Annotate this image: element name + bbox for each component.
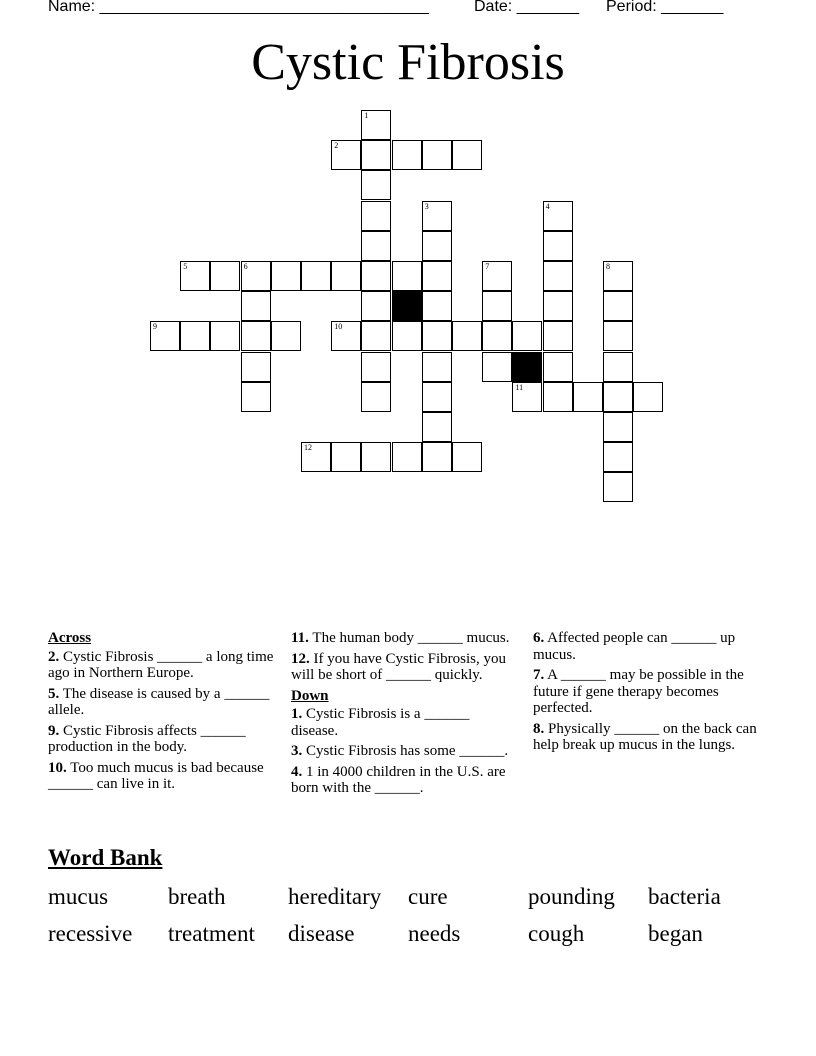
- page-title: Cystic Fibrosis: [251, 34, 565, 91]
- worksheet-header: [48, 0, 748, 20]
- crossword-cell[interactable]: [361, 140, 391, 170]
- clue-number-label: 4.: [291, 763, 303, 780]
- crossword-cell[interactable]: [241, 291, 271, 321]
- crossword-cell[interactable]: [543, 352, 573, 382]
- crossword-cell[interactable]: [543, 201, 573, 231]
- crossword-cell[interactable]: [361, 442, 391, 472]
- crossword-cell[interactable]: [392, 442, 422, 472]
- crossword-cell[interactable]: [482, 291, 512, 321]
- word-bank-word: recessive: [48, 921, 133, 946]
- crossword-cell[interactable]: [150, 321, 180, 351]
- clue-number-label: 9.: [48, 722, 60, 739]
- crossword-cell[interactable]: [361, 231, 391, 261]
- clue-text: If you have Cystic Fibrosis, you will be short of ______ quickly.: [291, 650, 506, 683]
- clue-text: The human body ______ mucus.: [308, 630, 510, 646]
- crossword-cell[interactable]: [180, 261, 210, 291]
- clue-text: Physically ______ on the back can help break up mucus in the lungs.: [533, 720, 757, 753]
- clue-section-heading: Across: [48, 630, 92, 646]
- clue-text: Cystic Fibrosis has some ______.: [302, 743, 509, 759]
- clue-number-label: 10.: [48, 759, 67, 776]
- crossword-cell[interactable]: [543, 382, 573, 412]
- crossword-black-cell: [512, 352, 542, 382]
- word-bank-word: treatment: [168, 921, 255, 946]
- crossword-cell[interactable]: [392, 261, 422, 291]
- clue-item: [291, 743, 516, 760]
- clue-number: 4: [545, 201, 550, 211]
- clue-number-label: 5.: [48, 685, 60, 702]
- word-bank-word: began: [648, 921, 703, 946]
- crossword-cell[interactable]: [603, 472, 633, 502]
- crossword-cell[interactable]: [422, 291, 452, 321]
- crossword-cell[interactable]: [331, 261, 361, 291]
- clue-number: 6: [243, 262, 248, 271]
- clues-column-2: [291, 630, 516, 801]
- crossword-cell[interactable]: [301, 261, 331, 291]
- clue-section-heading: Down: [291, 687, 329, 704]
- crossword-cell[interactable]: [422, 442, 452, 472]
- crossword-cell[interactable]: [603, 382, 633, 412]
- clue-number: 10: [334, 322, 343, 332]
- clue-item: [291, 764, 516, 797]
- crossword-cell[interactable]: [271, 321, 301, 351]
- clue-number: 7: [485, 262, 490, 271]
- word-bank-word: pounding: [528, 884, 615, 909]
- crossword-cell[interactable]: [361, 321, 391, 351]
- crossword-cell[interactable]: [482, 352, 512, 382]
- crossword-cell[interactable]: [573, 382, 603, 412]
- crossword-cell[interactable]: [482, 321, 512, 351]
- clue-number: 8: [606, 262, 610, 271]
- clue-number-label: 12.: [291, 650, 310, 667]
- crossword-cell[interactable]: [512, 321, 542, 351]
- word-bank-title: Word Bank: [48, 845, 163, 870]
- crossword-cell[interactable]: [603, 352, 633, 382]
- clue-item: [533, 630, 763, 663]
- crossword-cell[interactable]: [422, 140, 452, 170]
- clue-number: 1: [364, 111, 369, 120]
- crossword-cell[interactable]: [392, 321, 422, 351]
- crossword-cell[interactable]: [331, 321, 361, 351]
- word-bank-word: disease: [288, 921, 355, 946]
- word-bank-word: hereditary: [288, 884, 382, 909]
- crossword-cell[interactable]: [482, 261, 512, 291]
- clue-item: [533, 721, 763, 754]
- crossword-cell[interactable]: [210, 321, 240, 351]
- crossword-cell[interactable]: [361, 261, 391, 291]
- crossword-cell[interactable]: [331, 140, 361, 170]
- crossword-cell[interactable]: [603, 261, 633, 291]
- word-bank-word: mucus: [48, 884, 109, 909]
- crossword-cell[interactable]: [603, 321, 633, 351]
- crossword-cell[interactable]: [271, 261, 301, 291]
- clue-number-label: 3.: [291, 743, 303, 759]
- word-bank-word: needs: [408, 921, 461, 946]
- crossword-cell[interactable]: [361, 291, 391, 321]
- crossword-cell[interactable]: [633, 382, 663, 412]
- crossword-cell[interactable]: [512, 382, 542, 412]
- clue-number: 12: [304, 443, 312, 453]
- clue-text: Cystic Fibrosis affects ______ production in the body.: [48, 722, 246, 755]
- crossword-cell[interactable]: [543, 321, 573, 351]
- clue-number: 5: [183, 262, 188, 271]
- word-bank-word: cure: [408, 884, 448, 909]
- clue-number: 11: [515, 382, 524, 392]
- crossword-cell[interactable]: [543, 291, 573, 321]
- clue-item: [291, 706, 516, 739]
- clue-number-label: 7.: [533, 667, 545, 683]
- clue-text: 1 in 4000 children in the U.S. are born with the ______.: [291, 763, 506, 796]
- clue-item: [48, 760, 278, 793]
- clue-item: [48, 649, 278, 682]
- crossword-cell[interactable]: [452, 140, 482, 170]
- crossword-cell[interactable]: [543, 261, 573, 291]
- crossword-cell[interactable]: [241, 261, 271, 291]
- crossword-cell[interactable]: [180, 321, 210, 351]
- name-field-label: Name: _____________________________________: [48, 0, 429, 15]
- word-bank-word: breath: [168, 884, 226, 909]
- crossword-cell[interactable]: [452, 321, 482, 351]
- word-bank-word: bacteria: [648, 884, 721, 909]
- crossword-cell[interactable]: [422, 321, 452, 351]
- crossword-cell[interactable]: [361, 382, 391, 412]
- clue-number-label: 8.: [533, 720, 545, 737]
- crossword-cell[interactable]: [422, 382, 452, 412]
- crossword-cell[interactable]: [301, 442, 331, 472]
- clue-number: 3: [424, 201, 429, 211]
- crossword-cell[interactable]: [361, 110, 391, 140]
- word-bank-word: cough: [528, 921, 585, 946]
- crossword-cell[interactable]: [241, 321, 271, 351]
- crossword-cell[interactable]: [361, 170, 391, 200]
- crossword-cell[interactable]: [452, 442, 482, 472]
- clue-text: A ______ may be possible in the future if gene therapy becomes perfected.: [533, 667, 744, 716]
- clues-column-3: [533, 630, 763, 758]
- crossword-cell[interactable]: [603, 412, 633, 442]
- crossword-cell[interactable]: [361, 201, 391, 231]
- clue-text: Too much mucus is bad because ______ can live in it.: [48, 759, 264, 792]
- crossword-cell[interactable]: [331, 442, 361, 472]
- crossword-black-cell: [392, 291, 422, 321]
- clue-number: 2: [334, 141, 339, 151]
- clue-text: Affected people can ______ up mucus.: [533, 630, 736, 663]
- clue-text: The disease is caused by a ______ allele.: [48, 685, 270, 718]
- crossword-cell[interactable]: [603, 291, 633, 321]
- clue-number-label: 1.: [291, 706, 303, 722]
- crossword-cell[interactable]: [422, 201, 452, 231]
- crossword-cell[interactable]: [241, 352, 271, 382]
- clue-item: [48, 686, 278, 719]
- clue-number-label: 11.: [291, 630, 309, 646]
- crossword-cell[interactable]: [210, 261, 240, 291]
- crossword-cell[interactable]: [422, 412, 452, 442]
- clues-column-1: [48, 630, 278, 797]
- clue-item: [48, 723, 278, 756]
- crossword-cell[interactable]: [603, 442, 633, 472]
- clue-number-label: 6.: [533, 630, 545, 646]
- clue-number-label: 2.: [48, 648, 60, 665]
- date-field-label: Date: _______: [474, 0, 579, 15]
- clue-text: Cystic Fibrosis is a ______ disease.: [291, 706, 470, 739]
- crossword-cell[interactable]: [422, 231, 452, 261]
- clue-item: [291, 651, 516, 684]
- clue-number: 9: [153, 322, 157, 332]
- crossword-cell[interactable]: [422, 352, 452, 382]
- crossword-cell[interactable]: [422, 261, 452, 291]
- crossword-cell[interactable]: [392, 140, 422, 170]
- clue-item: [533, 667, 763, 717]
- clue-text: Cystic Fibrosis ______ a long time ago in Northern Europe.: [48, 648, 274, 681]
- clue-item: [291, 630, 516, 647]
- period-field-label: Period: _______: [606, 0, 724, 15]
- crossword-cell[interactable]: [241, 382, 271, 412]
- crossword-cell[interactable]: [543, 231, 573, 261]
- crossword-cell[interactable]: [361, 352, 391, 382]
